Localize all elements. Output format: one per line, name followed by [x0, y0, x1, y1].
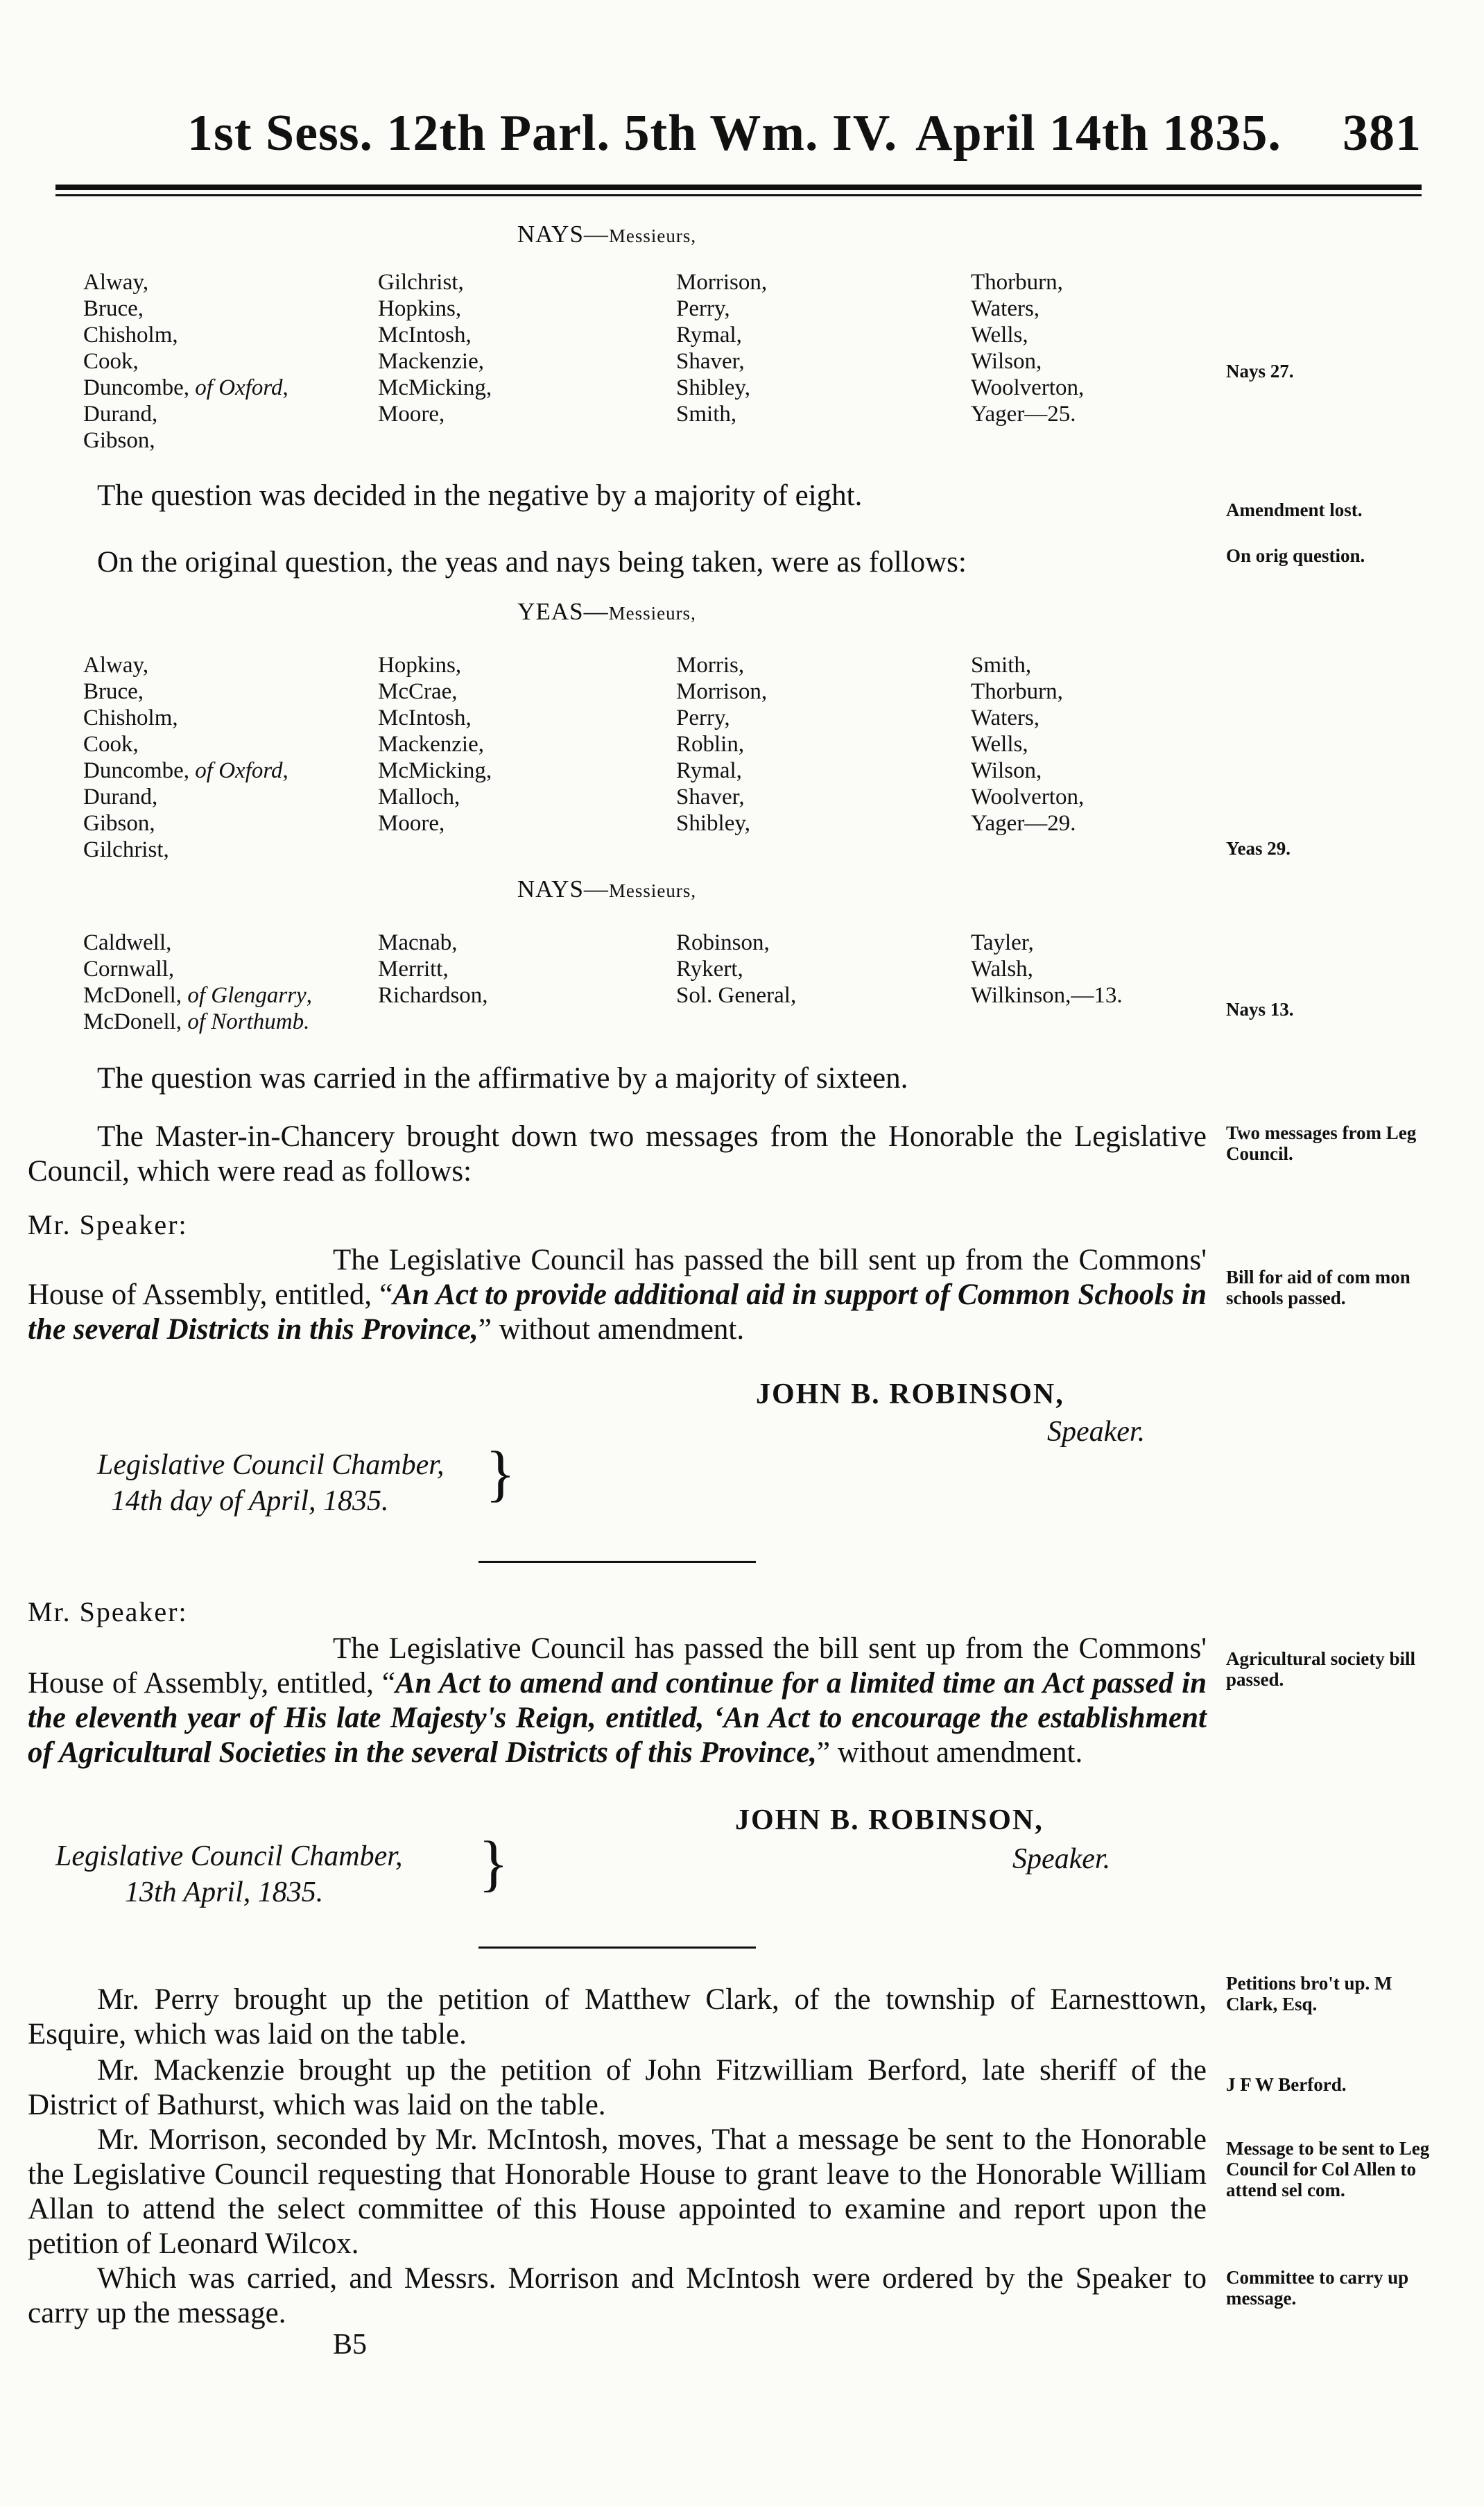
signature: JOHN B. ROBINSON, — [756, 1378, 1064, 1410]
vote-column: Alway, Bruce, Chisholm, Cook, Duncombe, of Oxford, Durand, Gibson, Gilchrist, — [83, 653, 288, 862]
vote-column: Thorburn, Waters, Wells, Wilson, Woolverton, Yager—25. — [971, 270, 1085, 427]
nays-list-1 — [83, 269, 1193, 463]
vote-column: Macnab, Merritt, Richardson, — [378, 930, 488, 1008]
vote-column: Gilchrist, Hopkins, McIntosh, Mackenzie, McMicking, Moore, — [378, 270, 492, 427]
salutation: Mr. Speaker: — [28, 1209, 188, 1240]
petition-paragraph: Mr. Perry brought up the petition of Matthew Clark, of the township of Earnesttown, Esquire, which was laid on the table. — [28, 1983, 1207, 2051]
margin-note: Amendment lost. — [1226, 499, 1363, 520]
result-paragraph: The question was decided in the negative by a majority of eight. — [97, 479, 863, 512]
salutation: Mr. Speaker: — [28, 1596, 188, 1627]
signature-mark: B5 — [333, 2329, 368, 2361]
page-number: 381 — [1343, 105, 1422, 162]
margin-note: Two messages from Leg Council. — [1226, 1122, 1417, 1164]
vote-column: Tayler, Walsh, Wilkinson,—13. — [971, 930, 1123, 1008]
chamber-dateline: Legislative Council Chamber, 13th April, 1835. — [55, 1840, 403, 1908]
signature-title: Speaker. — [1047, 1416, 1146, 1448]
running-header — [187, 104, 1422, 160]
vote-column: Alway, Bruce, Chisholm, Cook, Duncombe, of Oxford, Durand, Gibson, — [83, 270, 288, 453]
vote-column: Morris, Morrison, Perry, Roblin, Rymal, Shaver, Shibley, — [676, 653, 768, 836]
nays-list-2 — [83, 930, 1193, 1041]
vote-column: Hopkins, McCrae, McIntosh, Mackenzie, McMicking, Malloch, Moore, — [378, 653, 492, 836]
master-chancery-paragraph: The Master-in-Chancery brought down two messages from the Honorable the Legislative Council, which were read as follows: — [28, 1120, 1207, 1188]
header-rule-thick — [55, 185, 1422, 190]
margin-note: Bill for aid of com mon schools passed. — [1226, 1267, 1410, 1308]
separator-rule — [478, 1946, 756, 1949]
nays-heading-2: NAYS—Messieurs, — [517, 875, 697, 902]
margin-note: Yeas 29. — [1226, 838, 1291, 859]
header-date: April 14th 1835. — [915, 105, 1282, 162]
result-paragraph: The question was carried in the affirmative by a majority of sixteen. — [97, 1062, 908, 1095]
nays-heading-1: NAYS—Messieurs, — [517, 221, 697, 248]
motion-paragraph: Mr. Morrison, seconded by Mr. McIntosh, moves, That a message be sent to the Honorable the Legislative Council requesting that Honorable House to grant leave to the Honorable William Allan to attend the select committee of this House appointed to examine and report upon the petition of Leonard Wilcox. — [28, 2123, 1207, 2260]
margin-note: Message to be sent to Leg Council for Col Allen to attend sel com. — [1226, 2138, 1430, 2200]
message-text: The Legislative Council has passed the bill sent up from the Commons' House of Assembly, entitled, “An Act to amend and continue for a limited time an Act passed in the eleventh year of His late Majesty's Reign, entitled, ‘An Act to encourage the establishment of Agricultural Societies in the several Districts of this Province,” without amendment. — [28, 1632, 1207, 1769]
vote-column: Caldwell, Cornwall, McDonell, of Glengarry, McDonell, of Northumb. — [83, 930, 312, 1034]
original-question-paragraph: On the original question, the yeas and nays being taken, were as follows: — [97, 546, 967, 579]
margin-note: J F W Berford. — [1226, 2074, 1347, 2095]
yeas-list — [83, 652, 1193, 874]
margin-note: Agricultural society bill passed. — [1226, 1648, 1415, 1690]
brace: } — [478, 1829, 509, 1898]
margin-note: Committee to carry up message. — [1226, 2267, 1409, 2309]
margin-note: Nays 27. — [1226, 361, 1294, 382]
chamber-dateline: Legislative Council Chamber, 14th day of April, 1835. — [97, 1449, 445, 1517]
carried-paragraph: Which was carried, and Messrs. Morrison and McIntosh were ordered by the Speaker to carry up the message. — [28, 2262, 1207, 2329]
vote-column: Morrison, Perry, Rymal, Shaver, Shibley, Smith, — [676, 270, 768, 427]
vote-column: Robinson, Rykert, Sol. General, — [676, 930, 797, 1008]
header-rule-thin — [55, 194, 1422, 196]
yeas-heading: YEAS—Messieurs, — [517, 598, 696, 625]
petition-paragraph: Mr. Mackenzie brought up the petition of John Fitzwilliam Berford, late sheriff of the District of Bathurst, which was laid on the table. — [28, 2054, 1207, 2121]
session-label: 1st Sess. 12th Parl. 5th Wm. IV. — [187, 105, 898, 162]
margin-note: Nays 13. — [1226, 999, 1294, 1020]
margin-note: Petitions bro't up. M Clark, Esq. — [1226, 1973, 1392, 2014]
signature: JOHN B. ROBINSON, — [735, 1804, 1044, 1836]
message-text: The Legislative Council has passed the bill sent up from the Commons' House of Assembly, entitled, “An Act to provide additional aid in support of Common Schools in the several Districts in this Province,” without amendment. — [28, 1244, 1207, 1346]
separator-rule — [478, 1561, 756, 1563]
signature-title: Speaker. — [1012, 1843, 1111, 1875]
margin-note: On orig question. — [1226, 545, 1365, 566]
brace: } — [485, 1439, 516, 1508]
vote-column: Smith, Thorburn, Waters, Wells, Wilson, Woolverton, Yager—29. — [971, 653, 1085, 836]
